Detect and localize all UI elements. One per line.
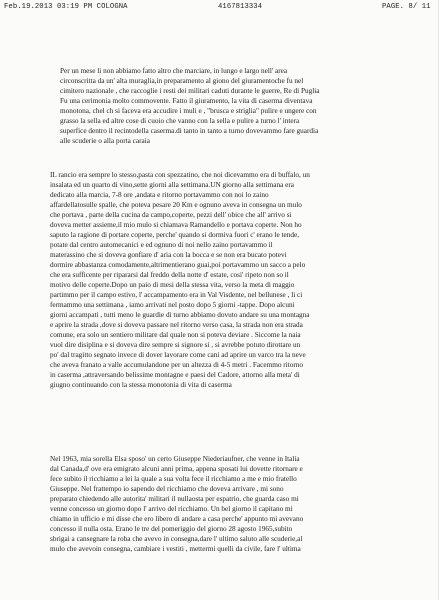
- text-line: chiamo in ufficio e mi disse che ero libero di andare a casa perche' appunto mi avevano: [50, 515, 304, 523]
- text-line: fece subito il ricchiamo a lei la quale a sua volta fece il ricchiamo a me e mio fratello: [50, 475, 297, 483]
- text-line: preparato chiedendo alle autorita' militari il nullaosta per espatrio, che guarda caso mi: [50, 495, 299, 503]
- fax-header: [0, 0, 439, 14]
- paragraph-2: [50, 170, 390, 390]
- text-line: che era sufficente per ripararsi dal freddo della notte d' estate, cosi' ripeto non so il: [50, 271, 289, 279]
- text-line: monotona, chel ch si faceva era accudire i muli e , "brusca e striglia" pulire e ungere con: [60, 107, 317, 115]
- text-line: materassino che si doveva gonfiare d' aria con la bocca e se non era bucato potevi: [50, 251, 287, 259]
- text-line: in caserma ,attraversando belissime montagne e paesi del Cadore, attorno alla meta' di: [50, 371, 300, 379]
- text-line: IL rancio era sempre lo stesso,pasta con spezzatino, che noi dicevammo era di buffalo, un: [50, 171, 310, 179]
- text-line: giorni accampati , tutti meno le guardie di turno abbiamo dovuto andare su una montagna: [50, 311, 310, 319]
- text-line: alle scuderie o alla porta caraia: [60, 137, 150, 145]
- text-line: doveva metter assieme,il mio mulo si chiamava Ramandello e portava coperte. Non ho: [50, 221, 302, 229]
- text-line: e aprire la strada ,dove si doveva passare nel ritorno verso casa, la strada non era strada: [50, 321, 303, 329]
- text-line: saputo la ragione di portare coperte, perche' quando si dormiva fuori c' erano le tende,: [50, 231, 300, 239]
- text-line: dal Canada,d' ove era emigrato alcuni anni prima, appena sposati lui dovette ritornare e: [50, 465, 303, 473]
- text-line: mulo che avevoin consegna, cambiare i vestiti , mettermi quelli da civile, fare l' ultima: [50, 545, 301, 553]
- text-line: partimmo per il campo estivo, l' accampamento era in Val Visdente, nel bellunese , li ci: [50, 291, 303, 299]
- text-line: sbrigai a cansegnare la roba che avevo in consegna,dare l' ultimo saluto alle scuderie,al: [50, 535, 303, 543]
- text-line: insalata ed un quarto di vino,sette giorni alla settimana.UN giorno alla settimana era: [50, 181, 295, 189]
- text-line: Per un mese li non abbiamo fatto altro che marciare, in lungo e largo nell' area: [60, 67, 288, 75]
- paragraph-3: [50, 454, 390, 554]
- text-line: po' dal tragitto segnato invece di dover lavorare come cani ad aprire un varco tra la neve: [50, 351, 306, 359]
- text-line: cimitero nazionale , che raccoglie i resti dei militari caduti durante le guerre, Re di Puglia: [60, 87, 320, 95]
- text-line: dormire abbastanza comodamente,altrimentierano guai,poi portavammo un sacco a pelo: [50, 261, 306, 269]
- text-line: concesso il nulla osta. Erano le tre del pomeriggio del giorno 28 agosto 1965,subito: [50, 525, 293, 533]
- paragraph-1: [60, 66, 390, 146]
- text-line: venne concesso un giorno dopo l' arrivo del ricchiamo. Un bel giorno il capitano mi: [50, 505, 293, 513]
- fax-datetime-location: Feb.19.2013 03:19 PM COLOGNA: [4, 3, 128, 11]
- text-line: giugno continuando con la stessa monotonia di vita di caserma: [50, 381, 232, 389]
- text-line: motivo delle coperte.Dopo un paio di mesi della stessa vita, verso la meta di maggio: [50, 281, 295, 289]
- fax-page-number: PAGE. 8/ 11: [382, 3, 431, 11]
- text-line: Fu una cerimonia molto commovente. Fatto il giuramento, la vita di caserma diventava: [60, 97, 313, 105]
- text-line: comune, era solo un sentiero militare dal quale non si poteva deviare . Siccome la naia: [50, 331, 301, 339]
- text-line: Giuseppe. Nel frattempo io sapendo del ricchiamo che doveva arrivare , mi sono: [50, 485, 284, 493]
- text-line: fermammo una settimana , iamo arrivati nel posto dopo 5 giorni -tappe. Dopo alcuni: [50, 301, 295, 309]
- text-line: circonscritta da un' alta muraglia,in preparamento al giono del giuramentoche fu nel: [60, 77, 304, 85]
- text-line: grasso la sella ed altre cose di cuoio che vanno con la sella e pulire a turno l' intera: [60, 117, 300, 125]
- text-line: che portava , parte della cucina da campo,coperte, pezzi dell' obice che all' arrivo si: [50, 211, 292, 219]
- text-line: che aveva franato a valle accumulandone per un altezza di 4-5 metri . Facemmo ritorno: [50, 361, 304, 369]
- text-line: potate dal centro automecanici e ed ognuno di noi nello zaino portavammo il: [50, 241, 273, 249]
- text-line: affardellatosulle spalle, che poteva pesare 20 Km e ognuno aveva in consegna un mulo: [50, 201, 302, 209]
- text-line: Nel 1963, mia sorella Elsa sposo' un certo Giuseppe Niederiaufner, che venne in Italia: [50, 455, 300, 463]
- text-line: superfice dentro il recintodella caserma.di tanto in tanto a turno dovevammo fare guardia: [60, 127, 319, 135]
- fax-phone-number: 4167813334: [218, 3, 263, 11]
- text-line: vuol dire disiplina e si doveva dire sempre si signore si , si avrebbe potuto dirottare un: [50, 341, 301, 349]
- text-line: dedicato alla marcia, 7-8 ore ,andata e ritorno portavammo con noi lo zaino: [50, 191, 269, 199]
